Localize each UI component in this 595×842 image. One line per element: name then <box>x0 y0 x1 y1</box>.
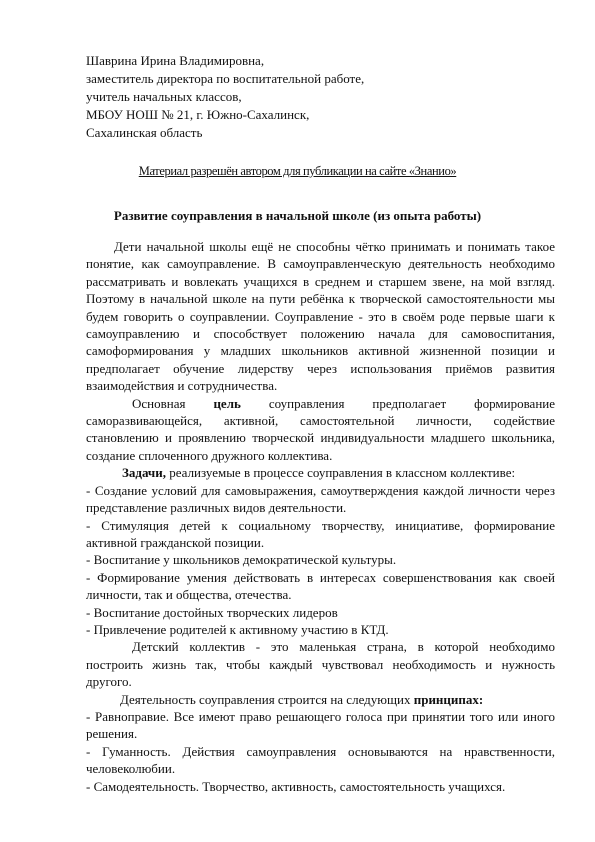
publication-notice-text: Материал разрешён автором для публикации на сайте «Знанио» <box>138 164 457 178</box>
goal-text-before: Основная <box>132 395 214 411</box>
author-region: Сахалинская область <box>86 125 203 140</box>
principles-keyword: принципах: <box>413 691 484 707</box>
intro-paragraph: Дети начальной школы ещё не способны чётко принимать и понимать такое понятие, как самоуправление. В самоуправленческую деятельность необходимо рассматривать и вовлекать учащихся в среднем и старшем звене, на мой взгляд. Поэтому в начальной школе на пути ребёнка к творческой самостоятельности мы будем говорить о соуправлении. Соуправление - это в своём роде первые шаги к самоуправлению и способствует положению начала для самовоспитания, самоформирования у младших школьников активной жизненной позиции и предполагает обучение лидерству через использования приёмов развития взаимодействия и сотрудничества. <box>86 239 555 394</box>
publication-notice <box>0 163 595 179</box>
goal-paragraph <box>86 395 555 465</box>
author-position: заместитель директора по воспитательной работе, <box>86 71 365 86</box>
principle-item: - Равноправие. Все имеют право решающего голоса при принятии того или иного решения. <box>86 708 555 742</box>
principle-item: - Гуманность. Действия самоуправления основываются на нравственности, человеколюбии. <box>86 743 555 777</box>
task-item: - Стимуляция детей к социальному творчеству, инициативе, формирование активной гражданской позиции. <box>86 517 555 550</box>
goal-text-after: соуправления предполагает формирование саморазвивающейся, активной, самостоятельной личности, содействие становлению и проявлению творческой индивидуальности младшего школьника, создание сплоченного дружного коллектива. <box>86 395 555 463</box>
article-body <box>86 238 555 795</box>
task-item: - Формирование умения действовать в интересах совершенствования как своей личности, так и общества, отечества. <box>86 569 555 603</box>
goal-keyword: цель <box>213 395 241 411</box>
article-title: Развитие соуправления в начальной школе (из опыта работы) <box>113 208 482 223</box>
author-name: Шаврина Ирина Владимировна, <box>86 53 265 68</box>
task-item: - Создание условий для самовыражения, самоутверждения каждой личности через представление различных видов деятельности. <box>86 482 555 516</box>
author-block <box>86 52 364 142</box>
collective-paragraph: Детский коллектив - это маленькая страна, в которой необходимо построить жизнь так, чтобы каждый чувствовал необходимость и нужность другого. <box>86 639 555 690</box>
author-school: МБОУ НОШ № 21, г. Южно-Сахалинск, <box>86 107 310 122</box>
tasks-text: реализуемые в процессе соуправления в классном коллективе: <box>166 465 516 481</box>
principle-item: - Самодеятельность. Творчество, активность, самостоятельность учащихся. <box>86 778 506 794</box>
task-item: - Привлечение родителей к активному участию в КТД. <box>86 621 389 637</box>
principles-paragraph <box>86 691 555 708</box>
author-role: учитель начальных классов, <box>86 89 242 104</box>
tasks-paragraph <box>86 464 555 481</box>
principles-text: Деятельность соуправления строится на следующих <box>120 691 414 707</box>
task-item: - Воспитание достойных творческих лидеров <box>86 604 338 620</box>
task-item: - Воспитание у школьников демократической культуры. <box>86 552 397 568</box>
tasks-keyword: Задачи, <box>122 465 166 481</box>
